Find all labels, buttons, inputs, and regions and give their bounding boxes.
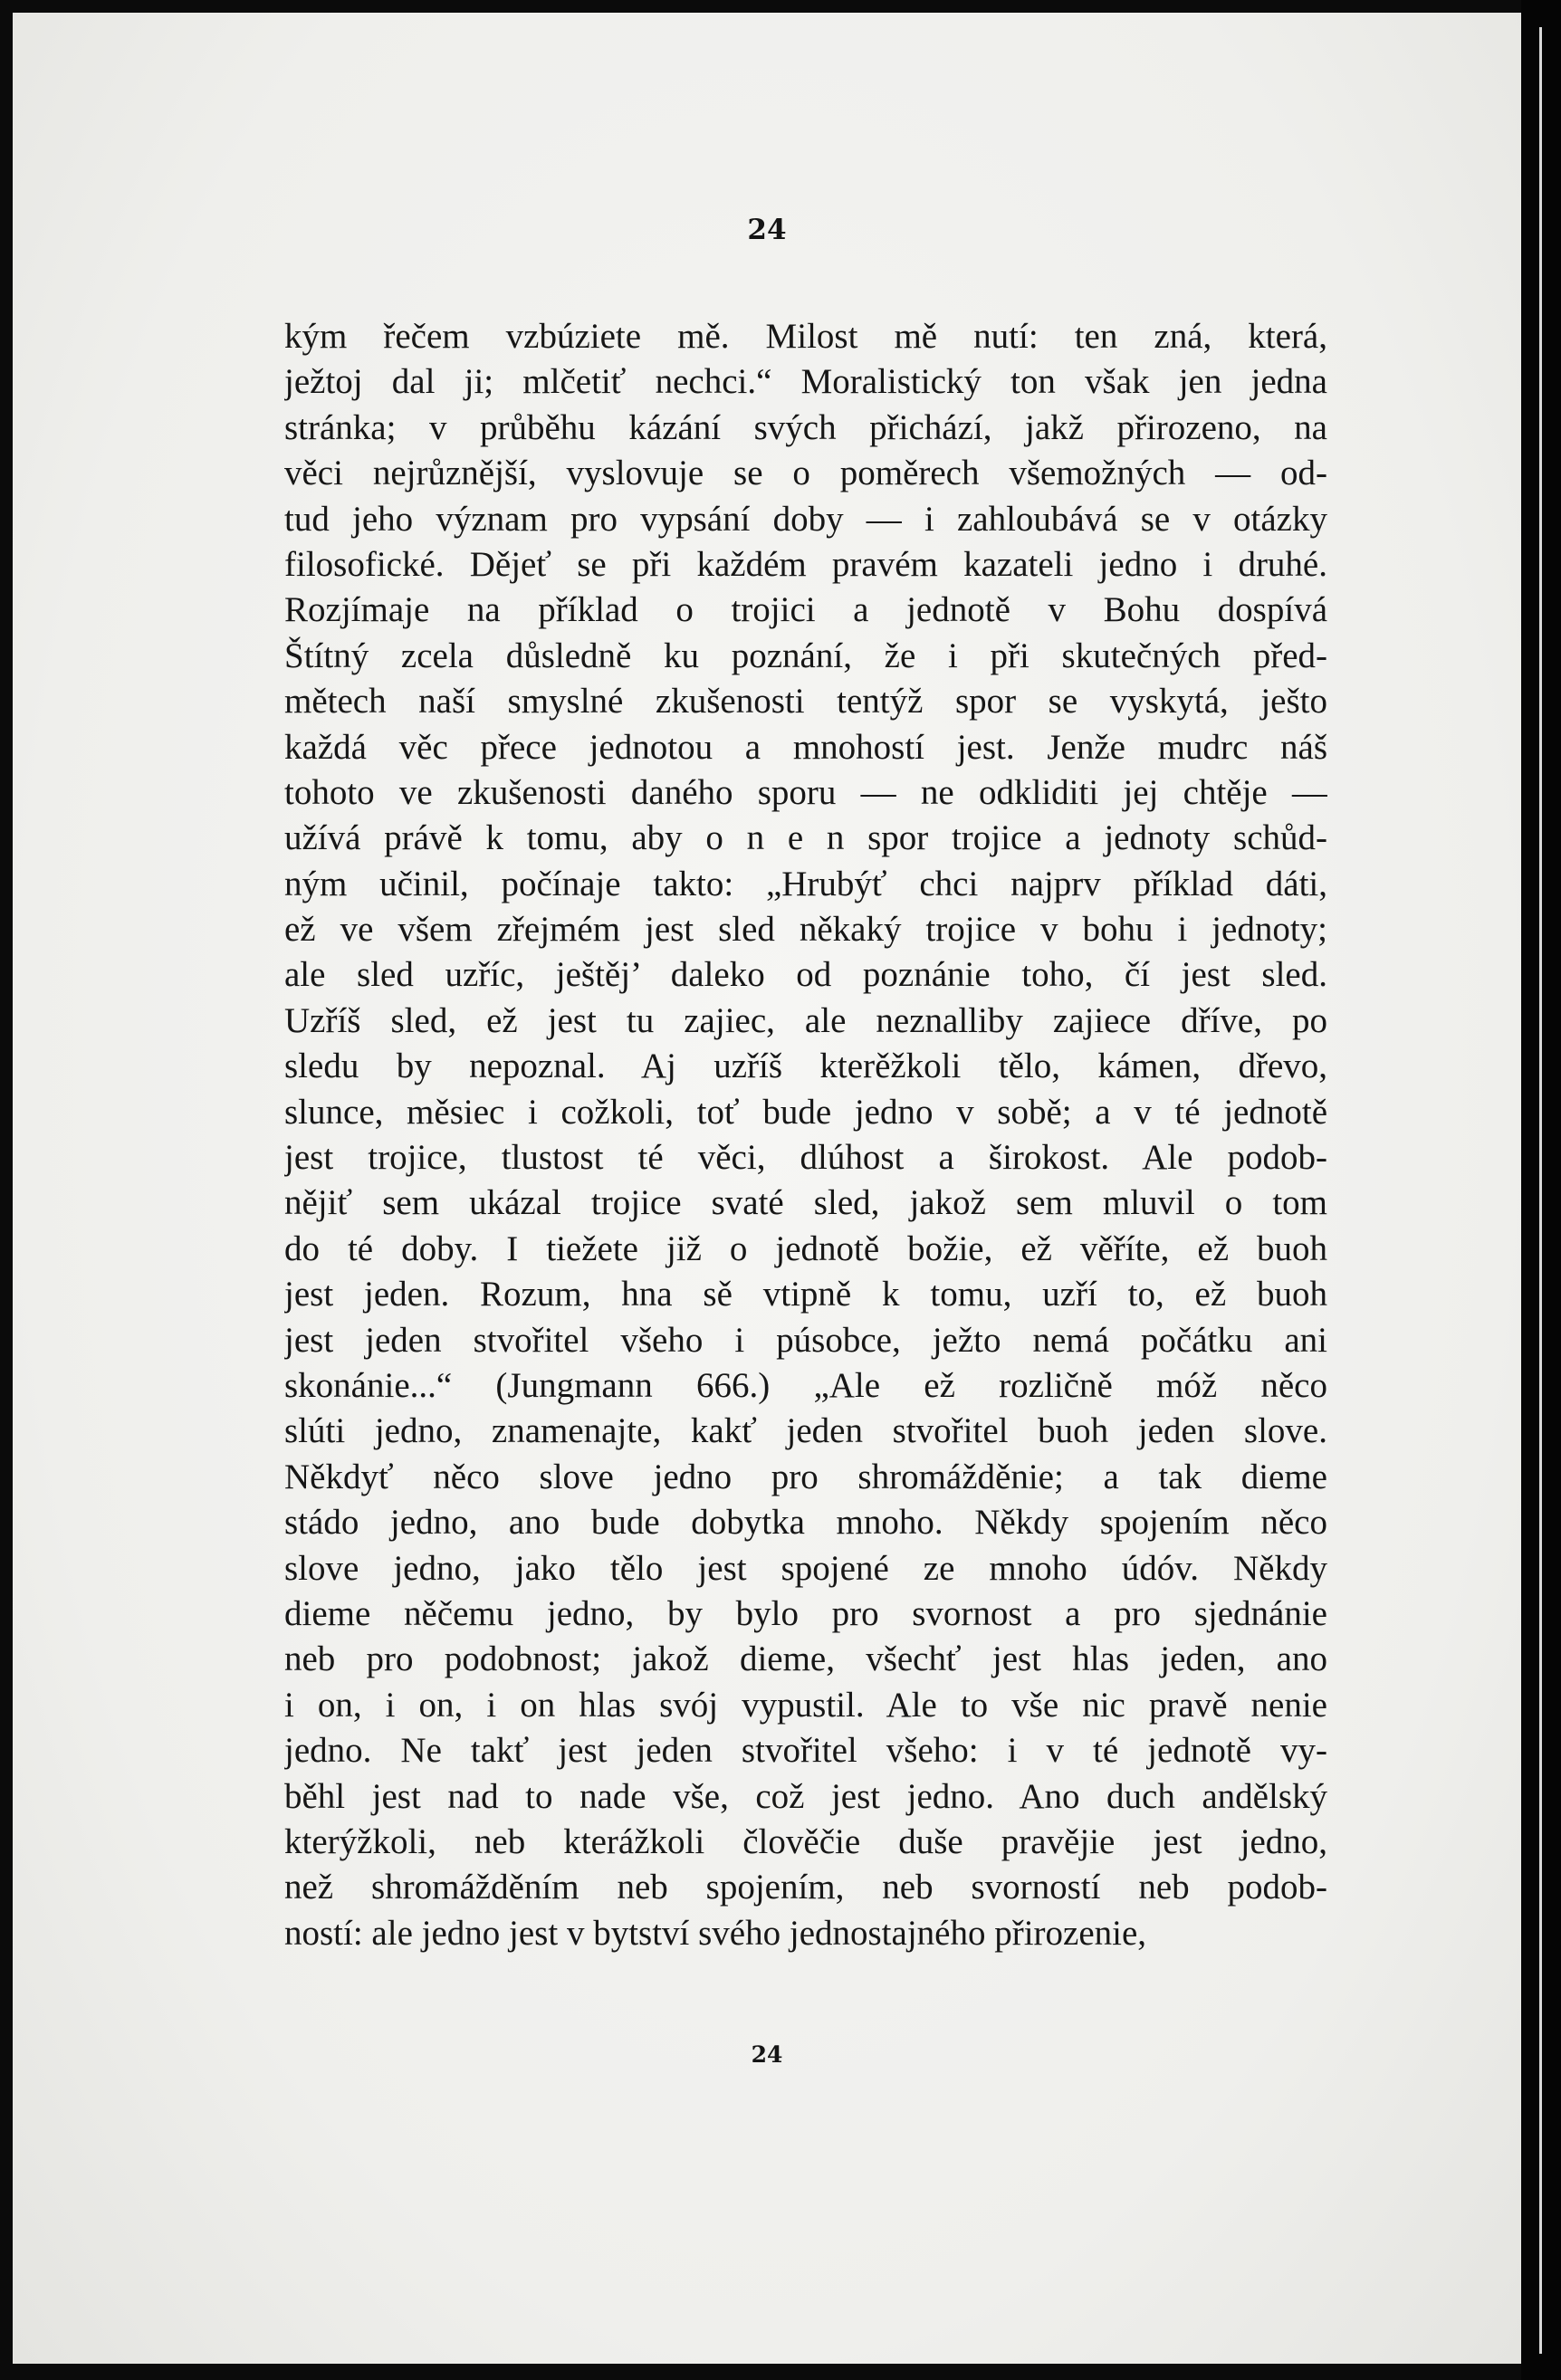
text-line: ježtoj dal ji; mlčetiť nechci.“ Moralistický ton však jen jedna <box>284 362 1327 402</box>
text-line: jest jeden stvořitel všeho i púsobce, ježto nemá počátku ani <box>284 1320 1327 1360</box>
text-line: tohoto ve zkušenosti daného sporu — ne odkliditi jej chtěje — <box>284 772 1327 812</box>
text-line: stádo jedno, ano bude dobytka mnoho. Někdy spojením něco <box>284 1503 1327 1543</box>
text-line: neb pro podobnost; jakož dieme, všechť jest hlas jeden, ano <box>284 1639 1327 1679</box>
text-line: kým řečem vzbúziete mě. Milost mě nutí: ten zná, která, <box>284 317 1327 356</box>
text-line: Uzříš sled, ež jest tu zajiec, ale neznalliby zajiece dříve, po <box>284 1000 1327 1040</box>
page-number-top: 24 <box>747 214 787 246</box>
text-line: jest trojice, tlustost té věci, dlúhost a širokost. Ale podob- <box>284 1138 1327 1178</box>
text-line: věci nejrůznější, vyslovuje se o poměrech všemožných — od- <box>284 454 1327 493</box>
text-line: ale sled uzříc, ještěj’ daleko od poznánie toho, čí jest sled. <box>284 955 1327 995</box>
text-line: dieme něčemu jedno, by bylo pro svornost a pro sjednánie <box>284 1593 1327 1633</box>
text-line: běhl jest nad to nade vše, což jest jedno. Ano duch andělský <box>284 1776 1327 1816</box>
text-line: ným učinil, počínaje takto: „Hrubýť chci najprv příklad dáti, <box>284 864 1327 903</box>
text-line: kterýžkoli, neb kterážkoli člověčie duše pravějie jest jedno, <box>284 1821 1327 1861</box>
text-line: i on, i on, i on hlas svój vypustil. Ale to vše nic pravě nenie <box>284 1685 1327 1725</box>
text-line: do té doby. I tiežete již o jednotě božie, ež věříte, ež buoh <box>284 1228 1327 1268</box>
page-number-bottom: 24 <box>751 2041 783 2068</box>
text-line: sledu by nepoznal. Aj uzříš kterěžkoli tělo, kámen, dřevo, <box>284 1047 1327 1086</box>
text-line: mětech naší smyslné zkušenosti tentýž spor se vyskytá, ješto <box>284 682 1327 722</box>
text-line: Někdyť něco slove jedno pro shromážděnie; a tak dieme <box>284 1457 1327 1496</box>
text-line: tud jeho význam pro vypsání doby — i zahloubává se v otázky <box>284 499 1327 539</box>
text-line: jest jeden. Rozum, hna sě vtipně k tomu, uzří to, ež buoh <box>284 1275 1327 1314</box>
text-line: Rozjímaje na příklad o trojici a jednotě v Bohu dospívá <box>284 590 1327 630</box>
text-line: stránka; v průběhu kázání svých přichází, jakž přirozeno, na <box>284 407 1327 447</box>
text-line: Štítný zcela důsledně ku poznání, že i při skutečných před- <box>284 636 1327 675</box>
body-text <box>284 314 1327 1956</box>
text-line: filosofické. Dějeť se při každém pravém kazateli jedno i druhé. <box>284 544 1327 584</box>
text-line: užívá právě k tomu, aby o n e n spor trojice a jednoty schůd- <box>284 818 1327 858</box>
text-line: nějiť sem ukázal trojice svaté sled, jakož sem mluvil o tom <box>284 1183 1327 1223</box>
text-line: slunce, měsiec i cožkoli, toť bude jedno v sobě; a v té jednotě <box>284 1092 1327 1132</box>
text-line: než shromážděním neb spojením, neb svorností neb podob- <box>284 1868 1327 1907</box>
book-page <box>13 13 1521 2364</box>
text-line: skonánie...“ (Jungmann 666.) „Ale ež rozličně móž něco <box>284 1365 1327 1405</box>
text-line: slove jedno, jako tělo jest spojené ze mnoho údóv. Někdy <box>284 1548 1327 1588</box>
text-line: slúti jedno, znamenajte, kakť jeden stvořitel buoh jeden slove. <box>284 1411 1327 1451</box>
text-line: jedno. Ne takť jest jeden stvořitel všeho: i v té jednotě vy- <box>284 1731 1327 1771</box>
scan-edge-line <box>1539 27 1542 2354</box>
text-line: každá věc přece jednotou a mnohostí jest. Jenže mudrc náš <box>284 727 1327 767</box>
text-line: ež ve všem zřejmém jest sled někaký trojice v bohu i jednoty; <box>284 910 1327 950</box>
text-line: ností: ale jedno jest v bytství svého jednostajného přirozenie, <box>284 1913 1147 1953</box>
